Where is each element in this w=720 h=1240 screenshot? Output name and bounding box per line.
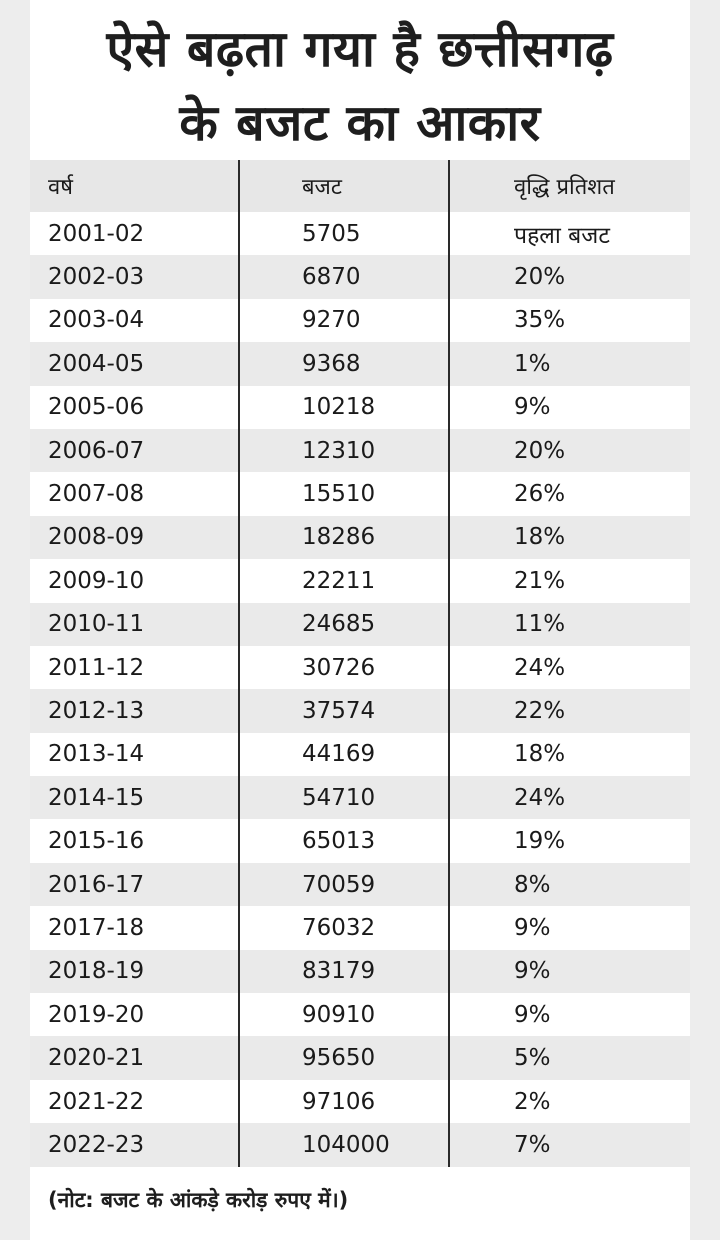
- header-growth: वृद्धि प्रतिशत: [514, 175, 615, 200]
- cell-year: 2001-02: [30, 212, 240, 255]
- table-row: [30, 1036, 690, 1079]
- footnote: (नोट: बजट के आंकड़े करोड़ रुपए में।): [48, 1188, 349, 1212]
- table-row: [30, 950, 690, 993]
- cell-growth: 18%: [514, 741, 566, 768]
- title-line-1: ऐसे बढ़ता गया है छत्तीसगढ़: [106, 20, 614, 78]
- cell-growth: 18%: [514, 524, 566, 551]
- cell-year: 2022-23: [30, 1123, 240, 1166]
- table-row: [30, 646, 690, 689]
- cell-year: 2020-21: [30, 1036, 240, 1079]
- cell-year: 2010-11: [30, 603, 240, 646]
- cell-budget: 54710: [240, 776, 450, 819]
- cell-budget: 65013: [240, 819, 450, 862]
- page-title: [30, 0, 690, 160]
- cell-budget: 90910: [240, 993, 450, 1036]
- cell-growth: 7%: [514, 1131, 551, 1158]
- cell-year: 2009-10: [30, 559, 240, 602]
- cell-budget: 97106: [240, 1080, 450, 1123]
- cell-year: 2018-19: [30, 950, 240, 993]
- cell-budget: 104000: [240, 1123, 450, 1166]
- cell-growth: 11%: [514, 611, 566, 638]
- cell-growth: 24%: [514, 654, 566, 681]
- cell-budget: 95650: [240, 1036, 450, 1079]
- cell-growth: 20%: [514, 264, 566, 291]
- budget-table: [30, 160, 690, 1167]
- cell-year: 2004-05: [30, 342, 240, 385]
- table-row: [30, 386, 690, 429]
- cell-growth: 20%: [514, 437, 566, 464]
- cell-growth: 9%: [514, 914, 551, 941]
- table-row: [30, 819, 690, 862]
- cell-year: 2017-18: [30, 906, 240, 949]
- cell-year: 2019-20: [30, 993, 240, 1036]
- infographic-card: [30, 0, 690, 1240]
- cell-budget: 76032: [240, 906, 450, 949]
- cell-year: 2006-07: [30, 429, 240, 472]
- cell-budget: 24685: [240, 603, 450, 646]
- cell-year: 2013-14: [30, 733, 240, 776]
- table-row: [30, 1123, 690, 1166]
- cell-budget: 12310: [240, 429, 450, 472]
- table-row: [30, 906, 690, 949]
- cell-growth: 35%: [514, 307, 566, 334]
- table-row: [30, 776, 690, 819]
- cell-growth: 5%: [514, 1045, 551, 1072]
- title-line-2: के बजट का आकार: [179, 94, 541, 152]
- table-row: [30, 255, 690, 298]
- cell-year: 2008-09: [30, 516, 240, 559]
- cell-budget: 18286: [240, 516, 450, 559]
- cell-budget: 30726: [240, 646, 450, 689]
- cell-budget: 15510: [240, 472, 450, 515]
- cell-year: 2005-06: [30, 386, 240, 429]
- cell-growth: 21%: [514, 567, 566, 594]
- cell-budget: 44169: [240, 733, 450, 776]
- table-body: [30, 212, 690, 1167]
- cell-growth: 9%: [514, 394, 551, 421]
- cell-growth: 9%: [514, 958, 551, 985]
- cell-budget: 83179: [240, 950, 450, 993]
- cell-budget: 6870: [240, 255, 450, 298]
- cell-budget: 10218: [240, 386, 450, 429]
- header-budget: बजट: [240, 160, 450, 212]
- cell-year: 2007-08: [30, 472, 240, 515]
- cell-budget: 37574: [240, 689, 450, 732]
- cell-growth: पहला बजट: [514, 222, 610, 249]
- cell-budget: 9368: [240, 342, 450, 385]
- table-row: [30, 603, 690, 646]
- cell-year: 2014-15: [30, 776, 240, 819]
- cell-budget: 70059: [240, 863, 450, 906]
- cell-year: 2021-22: [30, 1080, 240, 1123]
- table-row: [30, 472, 690, 515]
- cell-year: 2015-16: [30, 819, 240, 862]
- table-row: [30, 559, 690, 602]
- cell-year: 2016-17: [30, 863, 240, 906]
- table-row: [30, 342, 690, 385]
- cell-growth: 24%: [514, 784, 566, 811]
- table-row: [30, 689, 690, 732]
- cell-budget: 5705: [240, 212, 450, 255]
- cell-growth: 8%: [514, 871, 551, 898]
- table-row: [30, 429, 690, 472]
- cell-year: 2012-13: [30, 689, 240, 732]
- cell-year: 2002-03: [30, 255, 240, 298]
- header-year: वर्ष: [30, 160, 240, 212]
- cell-growth: 1%: [514, 350, 551, 377]
- table-row: [30, 516, 690, 559]
- table-row: [30, 299, 690, 342]
- cell-year: 2011-12: [30, 646, 240, 689]
- cell-growth: 22%: [514, 697, 566, 724]
- table-row: [30, 1080, 690, 1123]
- cell-growth: 2%: [514, 1088, 551, 1115]
- table-row: [30, 863, 690, 906]
- table-row: [30, 733, 690, 776]
- cell-growth: 9%: [514, 1001, 551, 1028]
- table-row: [30, 212, 690, 255]
- cell-budget: 9270: [240, 299, 450, 342]
- cell-year: 2003-04: [30, 299, 240, 342]
- table-header-row: [30, 160, 690, 212]
- cell-growth: 19%: [514, 828, 566, 855]
- table-row: [30, 993, 690, 1036]
- cell-budget: 22211: [240, 559, 450, 602]
- cell-growth: 26%: [514, 481, 566, 508]
